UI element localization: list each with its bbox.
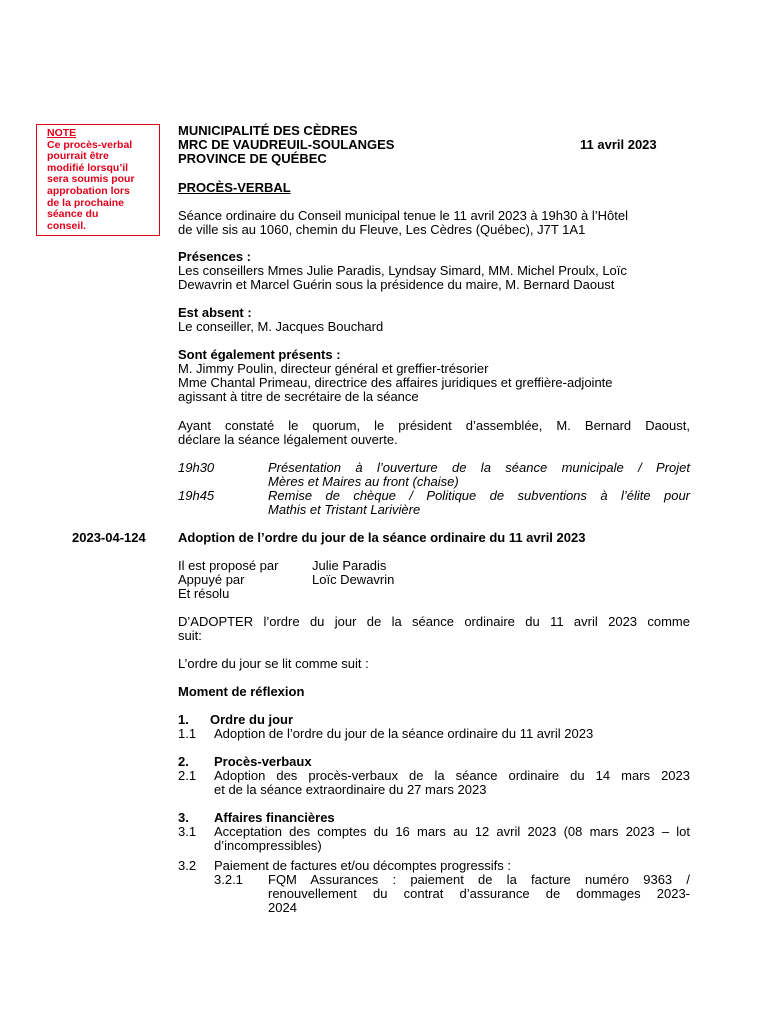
agenda-item-number: 3.1 (178, 824, 197, 839)
note-line: conseil. (47, 219, 87, 232)
event-description (268, 489, 690, 517)
also-present-heading: Sont également présents : (178, 347, 341, 362)
also-present-section (178, 348, 613, 404)
agenda-section-title: Affaires financières (214, 810, 335, 825)
agenda-item (214, 769, 690, 797)
agenda-subitem-line: FQM Assurances : paiement de la facture numéro 9363 / (268, 872, 690, 887)
resolution-number: 2023-04-124 (72, 530, 146, 545)
agenda-item-number: 1.1 (178, 726, 197, 741)
note-line: sera soumis pour (47, 173, 135, 186)
absent-line: Le conseiller, M. Jacques Bouchard (178, 319, 384, 334)
note-line: séance du (47, 208, 99, 221)
agenda-item: Paiement de factures et/ou décomptes progressifs : (214, 858, 511, 873)
note-title: NOTE (47, 127, 77, 139)
presences-line: Les conseillers Mmes Julie Paradis, Lyndsay Simard, MM. Michel Proulx, Loïc (178, 263, 627, 278)
resolution-title: Adoption de l’ordre du jour de la séance ordinaire du 11 avril 2023 (178, 530, 586, 545)
agenda-subitem-line: 2024 (268, 900, 297, 915)
proposed-by: Julie Paradis (312, 558, 387, 573)
agenda-item-line: et de la séance extraordinaire du 27 mars 2023 (214, 782, 487, 797)
event-line: Remise de chèque / Politique de subventions à l’élite pour (268, 488, 690, 503)
event-line: Présentation à l’ouverture de la séance municipale / Projet (268, 460, 690, 475)
agenda-item-number: 2.1 (178, 768, 197, 783)
event-time: 19h45 (178, 488, 215, 503)
adopt-line: suit: (178, 628, 202, 643)
document-title: PROCÈS-VERBAL (178, 180, 291, 195)
also-present-line: Mme Chantal Primeau, directrice des affaires juridiques et greffière-adjointe (178, 375, 613, 390)
header-mrc: MRC DE VAUDREUIL-SOULANGES (178, 137, 395, 152)
quorum-paragraph (178, 419, 690, 447)
header-municipality: MUNICIPALITÉ DES CÈDRES (178, 123, 358, 138)
note-line: modifié lorsqu’il (47, 161, 129, 174)
agenda-item-line: d’incompressibles) (214, 838, 322, 853)
agenda-section-number: 2. (178, 754, 189, 769)
quorum-line: Ayant constaté le quorum, le président d’assemblée, M. Bernard Daoust, (178, 418, 690, 433)
agenda-item-number: 3.2 (178, 858, 197, 873)
event-line: Mathis et Tristant Larivière (268, 502, 421, 517)
absent-section (178, 306, 383, 334)
intro-line: de ville sis au 1060, chemin du Fleuve, Les Cèdres (Québec), J7T 1A1 (178, 222, 586, 237)
adopt-paragraph (178, 615, 690, 643)
seconded-label: Appuyé par (178, 572, 245, 587)
agenda-item-line: Adoption des procès-verbaux de la séance ordinaire du 14 mars 2023 (214, 768, 690, 783)
draft-note-box (36, 124, 160, 236)
agenda-subitem-number: 3.2.1 (214, 872, 243, 887)
resolved-label: Et résolu (178, 586, 230, 601)
session-intro (178, 209, 628, 237)
note-line: de la prochaine (47, 196, 125, 209)
presences-line: Dewavrin et Marcel Guérin sous la présidence du maire, M. Bernard Daoust (178, 277, 615, 292)
agenda-subitem (268, 873, 690, 915)
also-present-line: M. Jimmy Poulin, directeur général et greffier-trésorier (178, 361, 489, 376)
intro-line: Séance ordinaire du Conseil municipal tenue le 11 avril 2023 à 19h30 à l’Hôtel (178, 208, 628, 223)
event-description (268, 461, 690, 489)
absent-heading: Est absent : (178, 305, 252, 320)
reflection-heading: Moment de réflexion (178, 684, 305, 699)
adopt-line: D’ADOPTER l’ordre du jour de la séance ordinaire du 11 avril 2023 comme (178, 614, 690, 629)
note-line: approbation lors (47, 184, 130, 197)
agenda-item (214, 825, 690, 853)
agenda-item: Adoption de l’ordre du jour de la séance ordinaire du 11 avril 2023 (214, 726, 594, 741)
agenda-section-number: 3. (178, 810, 189, 825)
agenda-section-title: Procès-verbaux (214, 754, 312, 769)
proposed-label: Il est proposé par (178, 558, 279, 573)
presences-section (178, 250, 627, 292)
event-line: Mères et Maires au front (chaise) (268, 474, 459, 489)
agenda-subitem-line: renouvellement du contrat d’assurance de dommages 2023- (268, 886, 690, 901)
meeting-date: 11 avril 2023 (580, 137, 657, 152)
agenda-section-number: 1. (178, 712, 189, 727)
header-province: PROVINCE DE QUÉBEC (178, 151, 327, 166)
presences-heading: Présences : (178, 249, 251, 264)
also-present-line: agissant à titre de secrétaire de la séance (178, 389, 419, 404)
agenda-section-title: Ordre du jour (210, 712, 294, 727)
note-line: pourrait être (47, 150, 109, 163)
event-time: 19h30 (178, 460, 215, 475)
agenda-intro: L’ordre du jour se lit comme suit : (178, 656, 369, 671)
agenda-item-line: Acceptation des comptes du 16 mars au 12 avril 2023 (08 mars 2023 – lot (214, 824, 690, 839)
note-line: Ce procès-verbal (47, 138, 133, 151)
quorum-line: déclare la séance légalement ouverte. (178, 432, 398, 447)
seconded-by: Loïc Dewavrin (312, 572, 395, 587)
